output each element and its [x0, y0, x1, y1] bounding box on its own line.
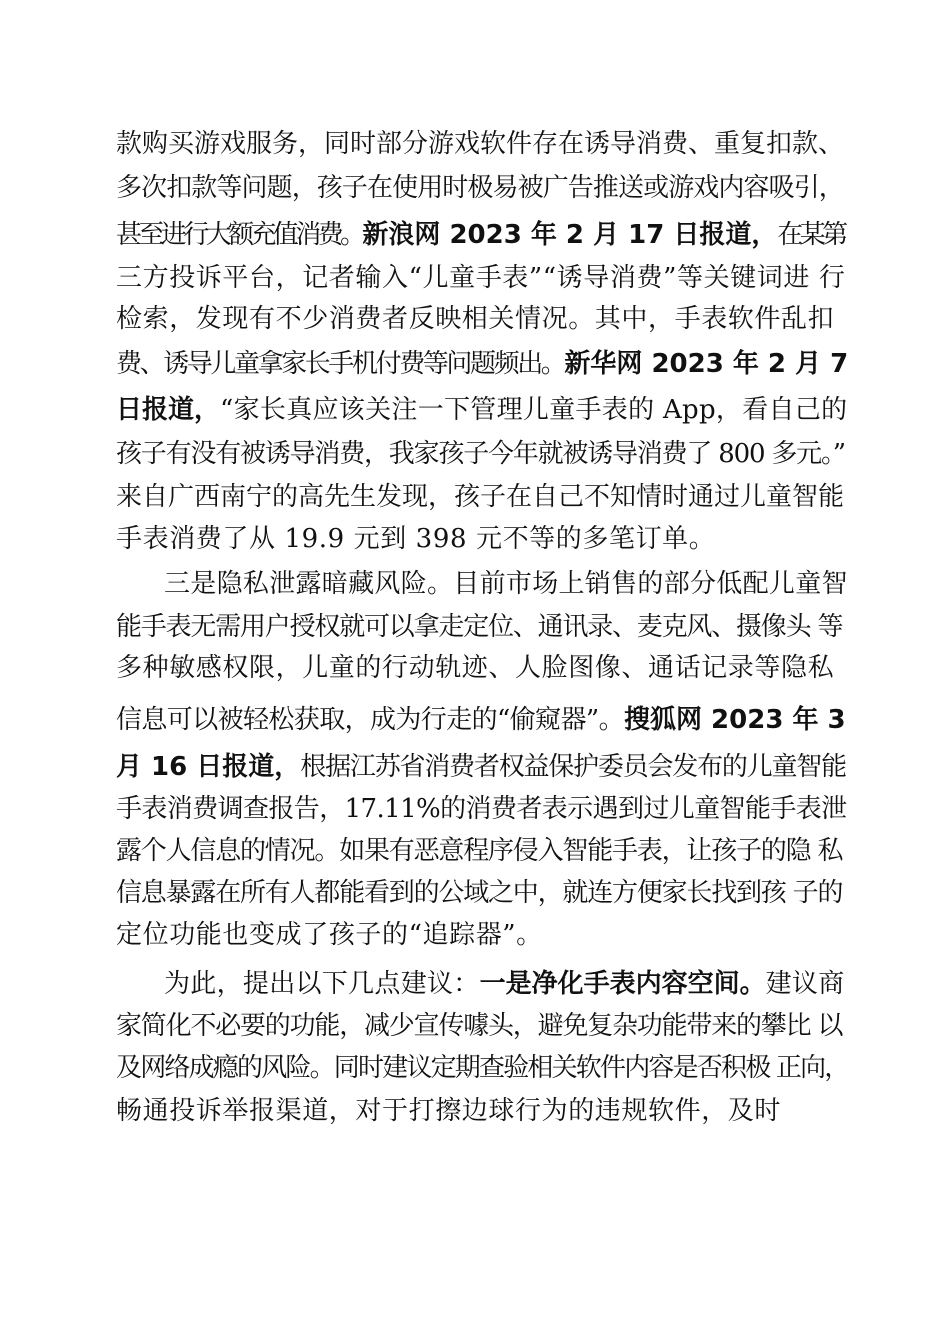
text-line-17: [116, 834, 842, 868]
recommendation-heading-1: 一是净化手表内容空间。: [479, 969, 766, 999]
text-run: 三是隐私泄露暗藏风险。目前市场上销售的部分低配儿童智: [164, 569, 848, 599]
source-citation-sohu: 搜狐网 2023 年 3: [624, 705, 846, 735]
text-line-2: [116, 171, 844, 205]
text-line-4: [116, 261, 845, 295]
text-run: 费、诱导儿童拿家长手机付费等问题频出。: [116, 349, 565, 379]
source-citation-xinhua: 新华网 2023 年 2 月 7: [564, 349, 849, 379]
text-run: 来自广西南宁的高先生发现，孩子在自己不知情时通过儿童智能: [116, 482, 845, 512]
text-line-18: [116, 876, 842, 910]
text-run: 在某第: [777, 220, 845, 250]
text-line-1: [116, 127, 844, 161]
text-run: 定位功能也变成了孩子的“追踪器”。: [116, 920, 543, 950]
text-run: 家简化不必要的功能，减少宣传噱头，避免复杂功能带来的攀比 以: [116, 1011, 843, 1041]
text-line-6: [116, 347, 848, 381]
text-line-9: [116, 480, 844, 514]
text-run: 及网络成瘾的风险。同时建议定期查验相关软件内容是否积极 正向，: [116, 1053, 849, 1083]
text-line-8: [116, 437, 845, 471]
text-run: 畅通投诉举报渠道，对于打擦边球行为的违规软件，及时: [116, 1096, 782, 1126]
text-run: 信息可以被轻松获取，成为行走的“偷窥器”。: [116, 705, 624, 735]
text-run: 手表消费了从 19.9 元到 398 元不等的多笔订单。: [116, 524, 716, 554]
text-line-19: [116, 918, 543, 952]
text-run: 多次扣款等问题，孩子在使用时极易被广告推送或游戏内容吸引，: [116, 173, 844, 203]
text-run: 根据江苏省消费者权益保护委员会发布的儿童智能: [300, 752, 846, 782]
text-run: 甚至进行大额充值消费。: [116, 220, 363, 250]
text-line-5: [116, 302, 834, 336]
text-line-20: [164, 967, 845, 1001]
text-line-22: [116, 1051, 848, 1085]
text-line-12: [116, 610, 842, 644]
source-citation-sina: 新浪网 2023 年 2 月 17 日报道，: [362, 220, 778, 250]
text-line-7: [116, 393, 847, 427]
text-run: 建议商: [765, 969, 845, 999]
text-line-15: [116, 750, 846, 784]
source-citation-sohu-cont: 月 16 日报道，: [116, 752, 301, 782]
text-run: 多种敏感权限，儿童的行动轨迹、人脸图像、通话记录等隐私: [116, 653, 835, 683]
text-run: 孩子有没有被诱导消费，我家孩子今年就被诱导消费了 800 多元。”: [116, 439, 845, 469]
text-run: 信息暴露在所有人都能看到的公域之中，就连方便家长找到孩 子的: [116, 878, 843, 908]
text-run: 能手表无需用户授权就可以拿走定位、通讯录、麦克风、摄像头 等: [116, 612, 843, 642]
text-run: 露个人信息的情况。如果有恶意程序侵入智能手表，让孩子的隐 私: [116, 836, 843, 866]
text-line-11: [164, 567, 848, 601]
text-line-10: [116, 522, 715, 556]
source-citation-xinhua-cont: 日报道，: [116, 395, 221, 425]
text-line-16: [116, 792, 847, 826]
text-run: 为此，提出以下几点建议：: [164, 969, 480, 999]
text-run: 手表消费调查报告，17.11%的消费者表示遇到过儿童智能手表泄: [116, 794, 847, 824]
text-line-14: [116, 703, 846, 737]
text-line-3: [116, 218, 845, 252]
text-run: 款购买游戏服务，同时部分游戏软件存在诱导消费、重复扣款、: [116, 129, 845, 159]
text-run: “家长真应该关注一下管理儿童手表的 App，看自己的: [220, 395, 848, 425]
text-line-13: [116, 651, 834, 685]
text-run: 三方投诉平台，记者输入“儿童手表”“诱导消费”等关键词进 行: [116, 263, 846, 293]
text-line-23: [116, 1094, 781, 1128]
text-line-21: [116, 1009, 842, 1043]
text-run: 检索，发现有不少消费者反映相关情况。其中，手表软件乱扣: [116, 304, 835, 334]
